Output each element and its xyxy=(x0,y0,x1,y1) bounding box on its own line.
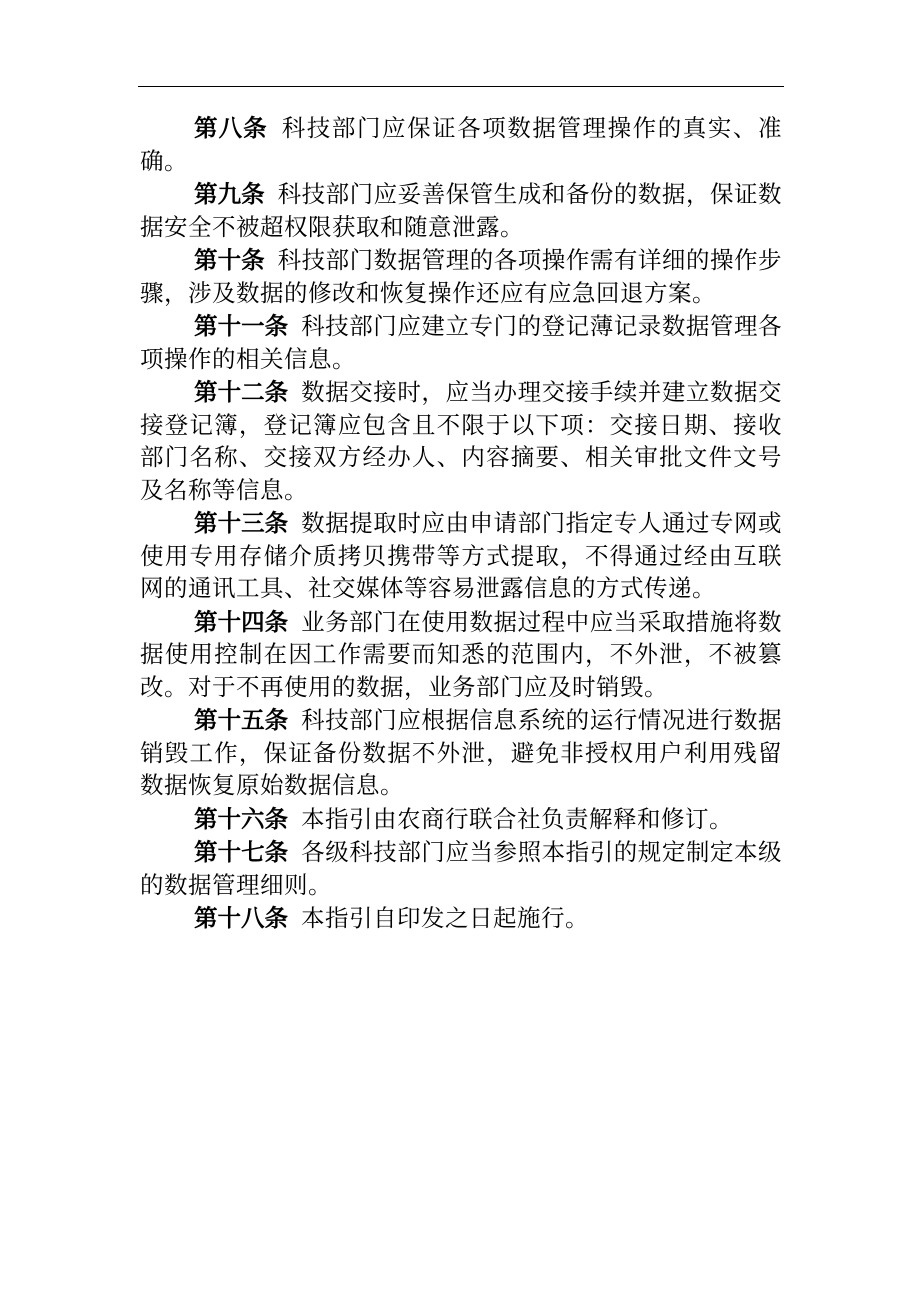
article-number: 第十二条 xyxy=(194,378,289,406)
article-number: 第八条 xyxy=(194,114,268,142)
article-text: 科技部门应保证各项数据管理操作的真实、准确。 xyxy=(140,114,783,175)
article-number: 第十七条 xyxy=(194,838,289,866)
article-number: 第十四条 xyxy=(194,607,289,636)
article-text: 各级科技部门应当参照本指引的规定制定本级的数据管理细则。 xyxy=(140,838,782,899)
article-13 xyxy=(140,507,782,605)
article-text: 科技部门应根据信息系统的运行情况进行数据销毁工作，保证备份数据不外泄，避免非授权用户利用残留数据恢复原始数据信息。 xyxy=(140,706,782,799)
article-17 xyxy=(140,836,782,901)
article-number: 第十三条 xyxy=(194,509,289,537)
article-text: 数据交接时，应当办理交接手续并建立数据交接登记簿，登记簿应包含且不限于以下项：交接日期、接收部门名称、交接双方经办人、内容摘要、相关审批文件文号及名称等信息。 xyxy=(140,378,782,504)
article-text: 科技部门数据管理的各项操作需有详细的操作步骤，涉及数据的修改和恢复操作还应有应急回退方案。 xyxy=(140,246,783,307)
article-18 xyxy=(140,902,782,935)
article-text: 业务部门在使用数据过程中应当采取措施将数据使用控制在因工作需要而知悉的范围内，不外泄，不被篡改。对于不再使用的数据，业务部门应及时销毁。 xyxy=(140,607,782,701)
article-15 xyxy=(140,704,782,802)
article-text: 本指引由农商行联合社负责解释和修订。 xyxy=(300,804,733,833)
article-number: 第十六条 xyxy=(194,804,289,833)
article-11 xyxy=(140,310,782,375)
article-14 xyxy=(140,606,782,704)
article-text: 本指引自印发之日起施行。 xyxy=(300,904,589,932)
article-number: 第十五条 xyxy=(194,706,289,734)
article-number: 第九条 xyxy=(194,180,265,208)
article-9 xyxy=(140,178,782,243)
article-number: 第十八条 xyxy=(194,904,289,932)
article-8 xyxy=(140,112,782,177)
article-16 xyxy=(140,803,782,836)
article-text: 数据提取时应由申请部门指定专人通过专网或使用专用存储介质拷贝携带等方式提取，不得通过经由互联网的通讯工具、社交媒体等容易泄露信息的方式传递。 xyxy=(140,509,782,602)
article-number: 第十一条 xyxy=(194,312,289,340)
article-10 xyxy=(140,244,782,309)
article-text: 科技部门应妥善保管生成和备份的数据，保证数据安全不被超权限获取和随意泄露。 xyxy=(140,180,783,241)
article-number: 第十条 xyxy=(194,246,265,274)
article-text: 科技部门应建立专门的登记薄记录数据管理各项操作的相关信息。 xyxy=(140,312,782,373)
article-12 xyxy=(140,376,782,506)
header-rule xyxy=(138,86,784,87)
document-body xyxy=(140,112,782,936)
